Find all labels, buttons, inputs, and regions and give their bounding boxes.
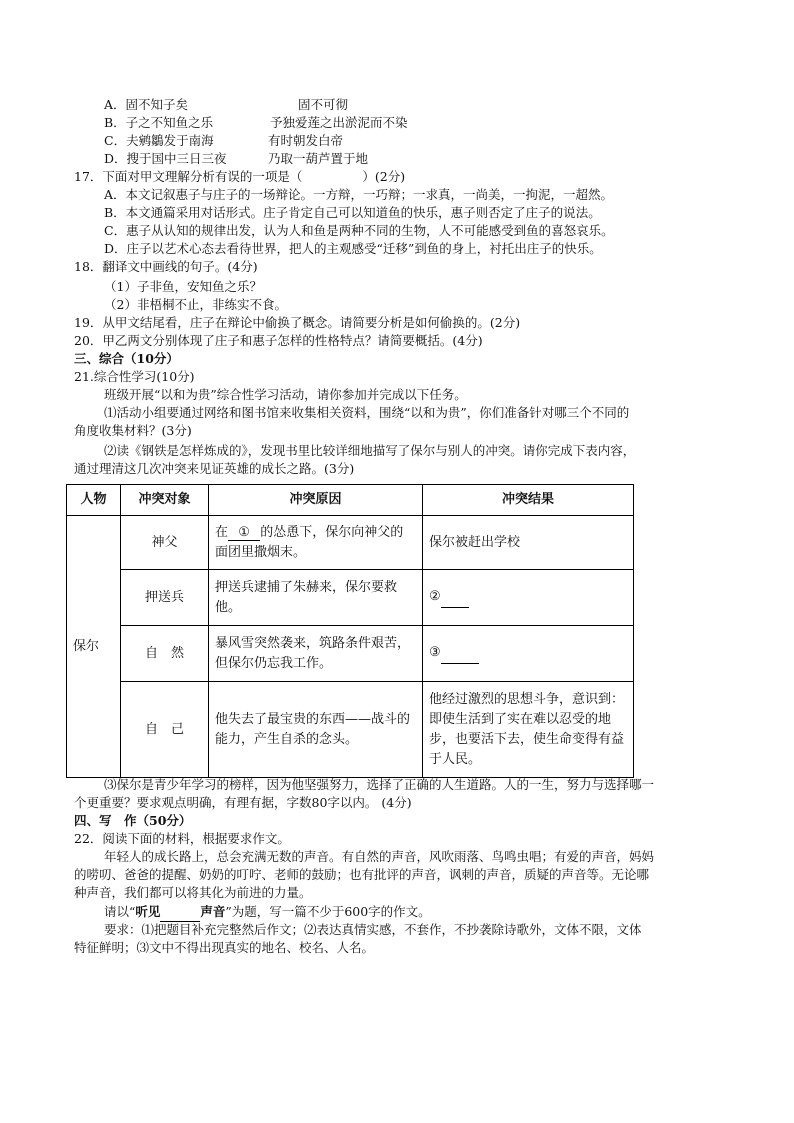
table-row: [67, 570, 634, 626]
q21-part3-line2: 个更重要？要求观点明确，有理有据，字数80字以内。 (4分): [74, 795, 412, 810]
q21-part1-line1: ⑴活动小组要通过网络和图书馆来收集相关资料，围绕“以和为贵”，你们准备针对哪三个不同的: [104, 405, 630, 420]
target-cell: 押送兵: [121, 570, 209, 626]
q17-option-c: C．惠子从认知的规律出发，认为人和鱼是两种不同的生物，人不可能感受到鱼的喜怒哀乐。: [104, 223, 614, 238]
q18-item-2: （2）非梧桐不止，非练实不食。: [104, 297, 287, 312]
title-blank[interactable]: [160, 903, 200, 922]
q22-requirements-line2: 特征鲜明；⑶文中不得出现真实的地名、校名、人名。: [74, 940, 375, 955]
cause-cell: 押送兵逮捕了朱赫来，保尔要救他。: [209, 570, 423, 626]
blank-1[interactable]: [228, 525, 260, 541]
target-cell: 自 然: [121, 626, 209, 682]
q21-part3-line1: ⑶保尔是青少年学习的榜样，因为他坚强努力，选择了正确的人生道路。人的一生，努力与选择哪一: [104, 777, 655, 792]
q16-option-c-right: 有时朝发白帝: [268, 133, 344, 148]
q16-option-a-right: 固不可彻: [298, 97, 349, 112]
section-3-heading: 三、综合（10分）: [74, 351, 179, 366]
header-person: 人物: [67, 485, 121, 516]
header-result: 冲突结果: [423, 485, 634, 516]
q17-option-b: B．本文通篇采用对话形式。庄子肯定自己可以知道鱼的快乐，惠子则否定了庄子的说法。: [104, 205, 601, 220]
q18-item-1: （1）子非鱼，安知鱼之乐？: [104, 279, 262, 294]
title-prefix: 请以“: [104, 904, 136, 919]
q22-title-instruction: [104, 903, 431, 922]
q17-option-a: A．本文记叙惠子与庄子的一场辩论。一方辩，一巧辩；一求真，一尚美，一拘泥，一超然。: [104, 187, 614, 202]
result-cell: 保尔被赶出学校: [423, 516, 634, 570]
blank-1-label: ①: [238, 524, 250, 540]
section-4-heading: 四、写 作（50分）: [74, 813, 192, 828]
q17-stem-score: ）(2分): [362, 169, 406, 184]
target-cell: 神父: [121, 516, 209, 570]
blank-3[interactable]: [441, 643, 479, 664]
q20-stem: 20．甲乙两文分别体现了庄子和惠子怎样的性格特点？请简要概括。(4分): [74, 333, 483, 348]
cause-cell: 他失去了最宝贵的东西——战斗的能力，产生自杀的念头。: [209, 682, 423, 778]
q17-stem-text: 17．下面对甲文理解分析有误的一项是（: [74, 169, 303, 184]
q16-option-a: A．固不知子矣: [104, 97, 189, 112]
q19-stem: 19．从甲文结尾看，庄子在辩论中偷换了概念。请简要分析是如何偷换的。(2分): [74, 315, 521, 330]
q21-intro: 班级开展“以和为贵”综合性学习活动，请你参加并完成以下任务。: [104, 387, 467, 402]
result-cell: [423, 626, 634, 682]
title-suffix: ”为题，写一篇不少于600字的作文。: [225, 904, 431, 919]
q22-material-line1: 年轻人的成长路上，总会充满无数的声音。有自然的声音，风吹雨落、鸟鸣虫唱；有爱的声音，妈妈: [104, 849, 655, 864]
person-cell: 保尔: [67, 516, 121, 778]
header-cause: 冲突原因: [209, 485, 423, 516]
q16-option-d: D．搜于国中三日三夜: [104, 151, 227, 166]
q22-requirements-line1: 要求：⑴把题目补充完整然后作文；⑵表达真情实感，不套作，不抄袭除诗歌外，文体不限，文体: [104, 922, 642, 937]
table-row: [67, 516, 634, 570]
table-header-row: [67, 485, 634, 516]
q22-stem: 22．阅读下面的材料，根据要求作文。: [74, 831, 290, 846]
result-cell: [423, 570, 634, 626]
cause-prefix: 在: [215, 524, 229, 540]
cause-cell: [209, 516, 423, 570]
title-word-2: 声音: [200, 904, 226, 919]
title-word-1: 听见: [135, 904, 161, 919]
conflict-table: [66, 484, 634, 778]
q17-option-d: D．庄子以艺术心态去看待世界，把人的主观感受“迁移”到鱼的身上，衬托出庄子的快乐。: [104, 241, 602, 256]
q21-stem: 21.综合性学习(10分): [74, 369, 195, 384]
blank-2-label: ②: [429, 589, 441, 604]
q18-stem: 18．翻译文中画线的句子。(4分): [74, 259, 258, 274]
table-row: [67, 682, 634, 778]
cause-cell: 暴风雪突然袭来，筑路条件艰苦，但保尔仍忘我工作。: [209, 626, 423, 682]
target-cell: 自 己: [121, 682, 209, 778]
q21-part1-line2: 角度收集材料？(3分): [74, 423, 192, 438]
q21-part2-line1: ⑵读《钢铁是怎样炼成的》，发现书里比较详细地描写了保尔与别人的冲突。请你完成下表内容，: [104, 443, 636, 458]
q17-stem: [74, 168, 405, 186]
q16-option-b: B．子之不知鱼之乐: [104, 115, 214, 130]
result-cell: 他经过激烈的思想斗争，意识到：即使生活到了实在难以忍受的地步，也要活下去，使生命变得有益于人民。: [423, 682, 634, 778]
q16-option-c: C．夫鹓鶵发于南海: [104, 133, 214, 148]
blank-2[interactable]: [441, 587, 469, 608]
q16-option-d-right: 乃取一葫芦置于地: [268, 151, 369, 166]
q22-material-line3: 种声音，我们都可以将其化为前进的力量。: [74, 885, 312, 900]
q22-material-line2: 的唠叨、爸爸的提醒、奶奶的叮咛、老师的鼓励；也有批评的声音，讽刺的声音，质疑的声音等。无论哪: [74, 867, 650, 882]
header-target: 冲突对象: [121, 485, 209, 516]
table-row: [67, 626, 634, 682]
q21-part2-line2: 通过理清这几次冲突来见证英雄的成长之路。(3分): [74, 461, 355, 476]
q16-option-b-right: 予独爱莲之出淤泥而不染: [270, 115, 408, 130]
cause-suffix: 的怂恿下，保尔向神父的面团里撒烟末。: [215, 524, 404, 560]
blank-3-label: ③: [429, 645, 441, 660]
